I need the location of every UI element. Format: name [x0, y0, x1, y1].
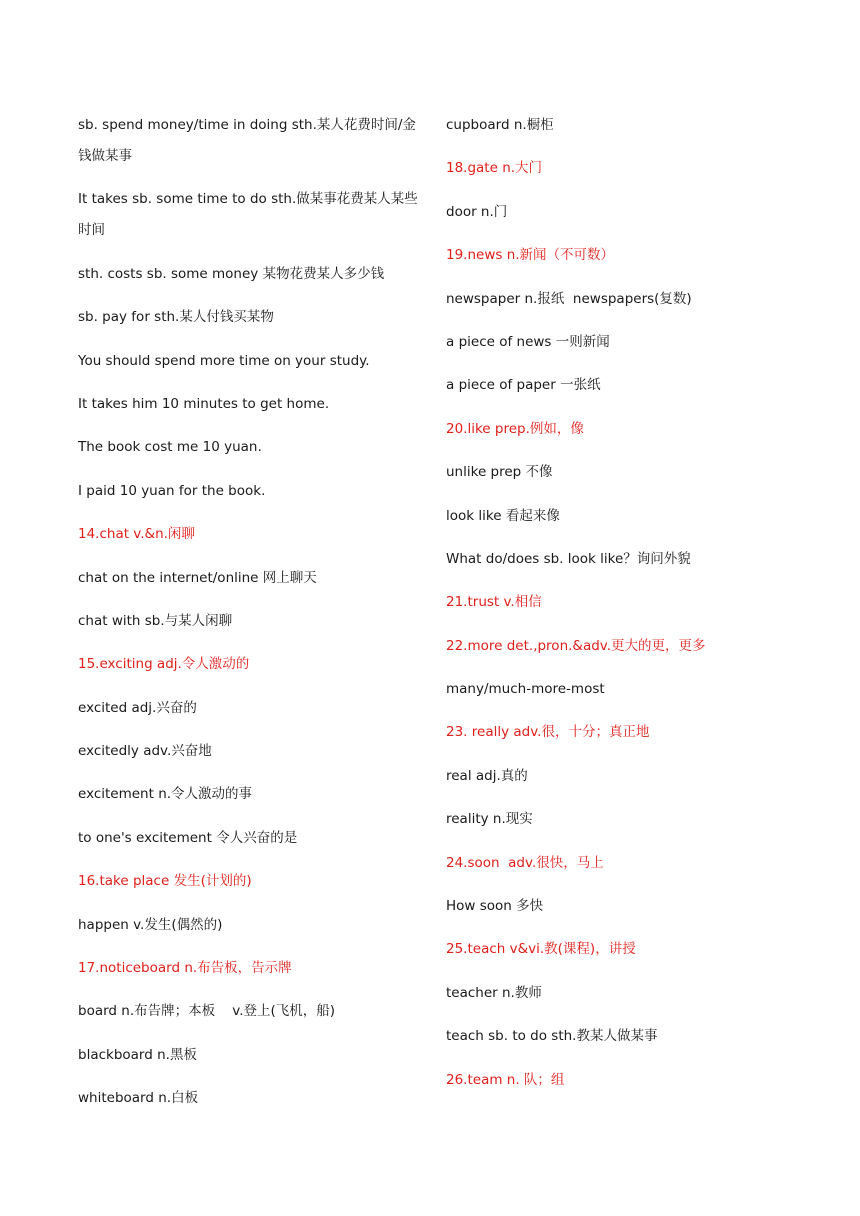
vocab-heading: 14.chat v.&n.闲聊	[78, 526, 195, 543]
vocab-line: board n.布告牌；本板 v.登上(飞机，船)	[78, 1003, 336, 1020]
vocab-line: a piece of news 一则新闻	[446, 333, 610, 350]
vocab-line: look like 看起来像	[446, 507, 560, 524]
vocab-line: cupboard n.橱柜	[446, 117, 554, 133]
vocab-heading: 19.news n.新闻（不可数）	[446, 247, 615, 264]
vocab-line: a piece of paper 一张纸	[446, 377, 601, 394]
vocab-line: sb. spend money/time in doing sth.某人花费时间/金钱做某事	[78, 117, 416, 164]
vocab-line: unlike prep 不像	[446, 464, 553, 481]
vocab-line: chat with sb.与某人闲聊	[78, 612, 233, 629]
vocab-line: real adj.真的	[446, 767, 528, 784]
vocab-line: door n.门	[446, 203, 508, 220]
vocab-line: excitedly adv.兴奋地	[78, 743, 212, 760]
vocab-line: many/much-more-most	[446, 681, 605, 698]
vocab-line: excitement n.令人激动的事	[78, 786, 253, 803]
vocab-heading: 18.gate n.大门	[446, 160, 543, 177]
vocab-line: sth. costs sb. some money 某物花费某人多少钱	[78, 265, 385, 282]
right-column	[446, 110, 826, 1108]
vocab-line: sb. pay for sth.某人付钱买某物	[78, 309, 274, 326]
vocab-line: newspaper n.报纸 newspapers(复数)	[446, 290, 692, 307]
vocab-line: teach sb. to do sth.教某人做某事	[446, 1028, 658, 1045]
vocab-line: reality n.现实	[446, 811, 533, 828]
vocab-line: chat on the internet/online 网上聊天	[78, 569, 317, 586]
vocab-line: What do/does sb. look like？询问外貌	[446, 550, 691, 567]
vocab-line: You should spend more time on your study.	[78, 352, 370, 369]
vocab-heading: 21.trust v.相信	[446, 594, 542, 611]
vocab-line: The book cost me 10 yuan.	[78, 439, 262, 456]
left-column	[78, 110, 423, 1127]
vocab-line: How soon 多快	[446, 898, 544, 915]
vocab-line: It takes sb. some time to do sth.做某事花费某人某些时间	[78, 191, 418, 239]
vocab-line: I paid 10 yuan for the book.	[78, 482, 266, 499]
vocab-line: to one's excitement 令人兴奋的是	[78, 829, 298, 846]
vocab-line: excited adj.兴奋的	[78, 699, 197, 716]
vocab-heading: 20.like prep.例如，像	[446, 420, 584, 437]
vocab-heading: 24.soon adv.很快，马上	[446, 854, 604, 871]
vocab-line: blackboard n.黑板	[78, 1046, 197, 1063]
vocab-heading: 25.teach v&vi.教(课程)，讲授	[446, 941, 636, 958]
vocab-heading: 23. really adv.很，十分；真正地	[446, 724, 650, 741]
vocab-line: whiteboard n.白板	[78, 1090, 199, 1107]
vocab-heading: 16.take place 发生(计划的)	[78, 873, 252, 890]
vocab-heading: 22.more det.,pron.&adv.更大的更，更多	[446, 637, 706, 654]
vocab-heading: 26.team n. 队；组	[446, 1071, 565, 1088]
vocab-line: happen v.发生(偶然的)	[78, 916, 223, 933]
vocab-heading: 15.exciting adj.令人激动的	[78, 656, 250, 673]
vocab-line: It takes him 10 minutes to get home.	[78, 395, 330, 412]
vocab-line: teacher n.教师	[446, 984, 542, 1001]
vocab-heading: 17.noticeboard n.布告板，告示牌	[78, 960, 292, 977]
